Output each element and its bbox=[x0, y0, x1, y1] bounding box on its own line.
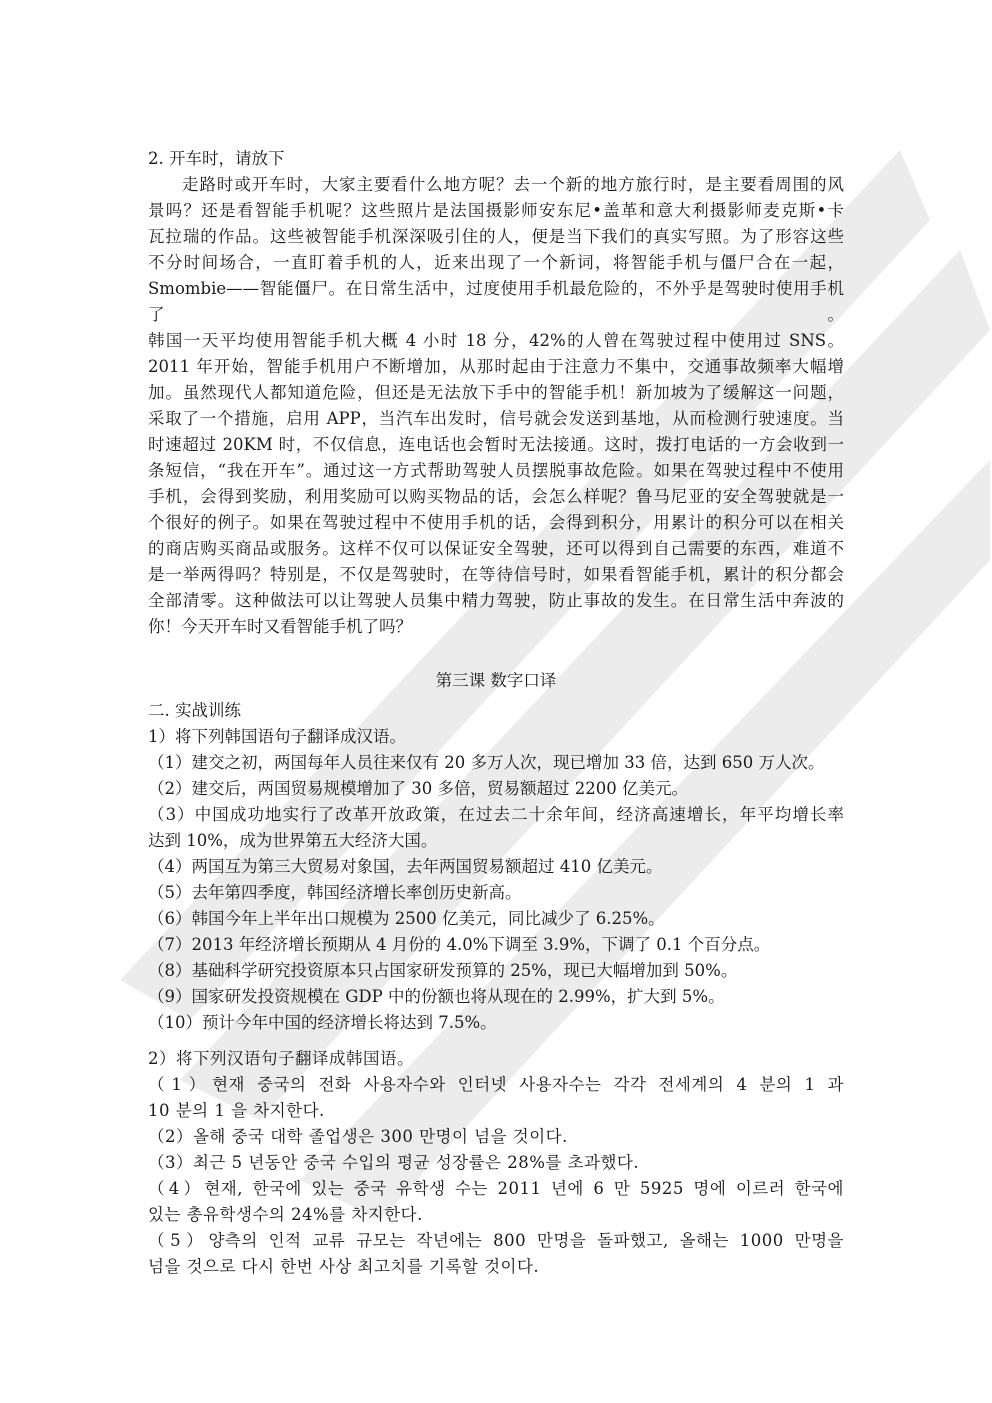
paragraph-line: 走路时或开车时，大家主要看什么地方呢？去一个新的地方旅行时，是主要看周围的风 bbox=[182, 175, 844, 194]
paragraph-line: 2011 年开始，智能手机用户不断增加，从那时起由于注意力不集中，交通事故频率大幅增 bbox=[148, 357, 844, 376]
exercise-item: 있는 총유학생수의 24%를 차지한다. bbox=[148, 1205, 423, 1224]
section-paragraph bbox=[148, 172, 844, 640]
exercise-part-2 bbox=[148, 1046, 844, 1280]
paragraph-line: 是一举两得吗？特别是，不仅是驾驶时，在等待信号时，如果看智能手机，累计的积分都会 bbox=[148, 565, 844, 584]
exercise-item: （5）양측의 인적 교류 규모는 작년에는 800 만명을 돌파했고, 올해는 1000 만명을 bbox=[148, 1231, 844, 1250]
paragraph-line: 的商店购买商品或服务。这样不仅可以保证安全驾驶，还可以得到自己需要的东西，难道不 bbox=[148, 539, 844, 558]
exercise-item: （4）两国互为第三大贸易对象国，去年两国贸易额超过 410 亿美元。 bbox=[148, 857, 663, 876]
exercise-item: （5）去年第四季度，韩国经济增长率创历史新高。 bbox=[148, 883, 522, 902]
practice-heading: 二. 实战训练 bbox=[148, 701, 241, 720]
exercise-item: （3）최근 5 년동안 중국 수입의 평균 성장률은 28%를 초과했다. bbox=[148, 1153, 640, 1172]
paragraph-line: 时速超过 20KM 时，不仅信息，连电话也会暂时无法接通。这时，拨打电话的一方会收到一 bbox=[148, 435, 844, 454]
paragraph-line: 个很好的例子。如果在驾驶过程中不使用手机的话，会得到积分，用累计的积分可以在相关 bbox=[148, 513, 844, 532]
paragraph-line: 条短信，“我在开车”。通过这一方式帮助驾驶人员摆脱事故危险。如果在驾驶过程中不使用 bbox=[148, 461, 844, 480]
section-heading: 2. 开车时，请放下 bbox=[148, 149, 285, 168]
exercise-item: （2）올해 중국 대학 졸업생은 300 만명이 넘을 것이다. bbox=[148, 1127, 568, 1146]
exercise-item: （9）国家研发投资规模在 GDP 中的份额也将从现在的 2.99%，扩大到 5%。 bbox=[148, 987, 725, 1006]
exercise-item: （8）基础科学研究投资原本只占国家研发预算的 25%，现已大幅增加到 50%。 bbox=[148, 961, 738, 980]
exercise-item: （3）中国成功地实行了改革开放政策，在过去二十余年间，经济高速增长，年平均增长率 bbox=[148, 805, 844, 824]
paragraph-line: 你！今天开车时又看智能手机了吗？ bbox=[148, 617, 412, 636]
paragraph-line: 瓦拉瑞的作品。这些被智能手机深深吸引住的人，便是当下我们的真实写照。为了形容这些 bbox=[148, 227, 844, 246]
exercise-item: 넘을 것으로 다시 한번 사상 최고치를 기록할 것이다. bbox=[148, 1257, 540, 1276]
paragraph-line: 加。虽然现代人都知道危险，但还是无法放下手中的智能手机！新加坡为了缓解这一问题， bbox=[148, 383, 844, 402]
paragraph-line: 不分时间场合，一直盯着手机的人，近来出现了一个新词，将智能手机与僵尸合在一起， bbox=[148, 253, 844, 272]
paragraph-line: 采取了一个措施，启用 APP，当汽车出发时，信号就会发送到基地，从而检测行驶速度。当 bbox=[148, 409, 844, 428]
exercise-item: （1）현재 중국의 전화 사용자수와 인터넷 사용자수는 각각 전세계의 4 분의 1 과 bbox=[148, 1075, 844, 1094]
exercise-item: （4）현재, 한국에 있는 중국 유학생 수는 2011 년에 6 만 5925 명에 이르러 한국에 bbox=[148, 1179, 844, 1198]
paragraph-line: 手机，会得到奖励，利用奖励可以购买物品的话，会怎么样呢？鲁马尼亚的安全驾驶就是一 bbox=[148, 487, 844, 506]
lesson-title: 第三课 数字口译 bbox=[435, 671, 557, 690]
exercise-item: （6）韩国今年上半年出口规模为 2500 亿美元，同比减少了 6.25%。 bbox=[148, 909, 665, 928]
exercise-item: （1）建交之初，两国每年人员往来仅有 20 多万人次，现已增加 33 倍，达到 650 万人次。 bbox=[148, 753, 825, 772]
exercise-instruction: 2）将下列汉语句子翻译成韩国语。 bbox=[148, 1049, 414, 1068]
paragraph-line: Smombie——智能僵尸。在日常生活中，过度使用手机最危险的，不外乎是驾驶时使用手机了。 bbox=[148, 279, 844, 324]
paragraph-line: 韩国一天平均使用智能手机大概 4 小时 18 分，42%的人曾在驾驶过程中使用过 SNS。 bbox=[148, 331, 844, 350]
exercise-item: 达到 10%，成为世界第五大经济大国。 bbox=[148, 831, 438, 850]
exercise-instruction: 1）将下列韩国语句子翻译成汉语。 bbox=[148, 727, 406, 746]
exercise-item: （10）预计今年中国的经济增长将达到 7.5%。 bbox=[148, 1013, 497, 1032]
exercise-item: （7）2013 年经济增长预期从 4 月份的 4.0%下调至 3.9%，下调了 0.1 个百分点。 bbox=[148, 935, 771, 954]
paragraph-line: 景吗？还是看智能手机呢？这些照片是法国摄影师安东尼•盖革和意大利摄影师麦克斯•卡 bbox=[148, 201, 844, 220]
exercise-item: 10 분의 1 을 차지한다. bbox=[148, 1101, 325, 1120]
exercise-part-1 bbox=[148, 724, 844, 1036]
paragraph-line: 全部清零。这种做法可以让驾驶人员集中精力驾驶，防止事故的发生。在日常生活中奔波的 bbox=[148, 591, 844, 610]
exercise-item: （2）建交后，两国贸易规模增加了 30 多倍，贸易额超过 2200 亿美元。 bbox=[148, 779, 688, 798]
document-page bbox=[148, 146, 844, 1280]
